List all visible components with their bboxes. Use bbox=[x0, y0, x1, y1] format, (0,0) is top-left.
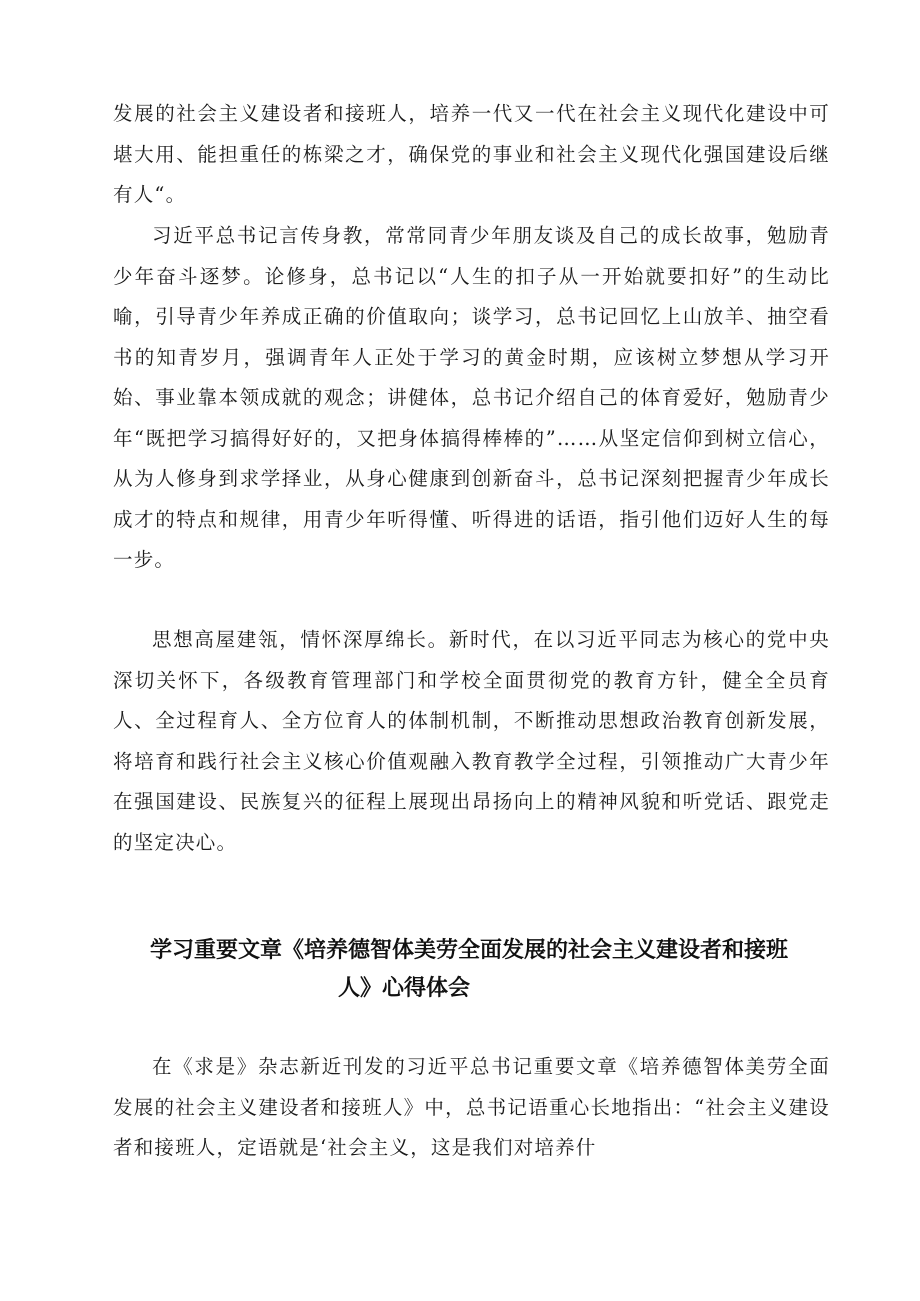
paragraph-continuation: 发展的社会主义建设者和接班人，培养一代又一代在社会主义现代化建设中可堪大用、能担重任的栋梁之才，确保党的事业和社会主义现代化强国建设后继有人“。 bbox=[113, 102, 830, 206]
paragraph-mentorship: 习近平总书记言传身教，常常同青少年朋友谈及自己的成长故事，勉励青少年奋斗逐梦。论修身，总书记以“人生的扣子从一开始就要扣好”的生动比喻，引导青少年养成正确的价值取向；谈学习，总书记回忆上山放羊、抽空看书的知青岁月，强调青年人正处于学习的黄金时期，应该树立梦想从学习开始、事业靠本领成就的观念；讲健体，总书记介绍自己的体育爱好，勉励青少年“既把学习搞得好好的，又把身体搞得棒棒的”……从坚定信仰到树立信心，从为人修身到求学择业，从身心健康到创新奋斗，总书记深刻把握青少年成长成才的特点和规律，用青少年听得懂、听得进的话语，指引他们迈好人生的每一步。 bbox=[113, 224, 830, 571]
paragraph-article-intro: 在《求是》杂志新近刊发的习近平总书记重要文章《培养德智体美劳全面发展的社会主义建设者和接班人》中，总书记语重心长地指出：“社会主义建设者和接班人，定语就是‘社会主义，这是我们对培养什 bbox=[113, 1055, 830, 1159]
article-heading-line-1: 学习重要文章《培养德智体美劳全面发展的社会主义建设者和接班 bbox=[150, 938, 789, 963]
paragraph-education-policy: 思想高屋建瓴，情怀深厚绵长。新时代，在以习近平同志为核心的党中央深切关怀下，各级教育管理部门和学校全面贯彻党的教育方针，健全全员育人、全过程育人、全方位育人的体制机制，不断推动思想政治教育创新发展，将培育和践行社会主义核心价值观融入教育教学全过程，引领推动广大青少年在强国建设、民族复兴的征程上展现出昂扬向上的精神风貌和听党话、跟党走的坚定决心。 bbox=[113, 628, 830, 854]
article-heading-line-2: 人》心得体会 bbox=[338, 976, 471, 1001]
article-heading bbox=[150, 932, 850, 1008]
